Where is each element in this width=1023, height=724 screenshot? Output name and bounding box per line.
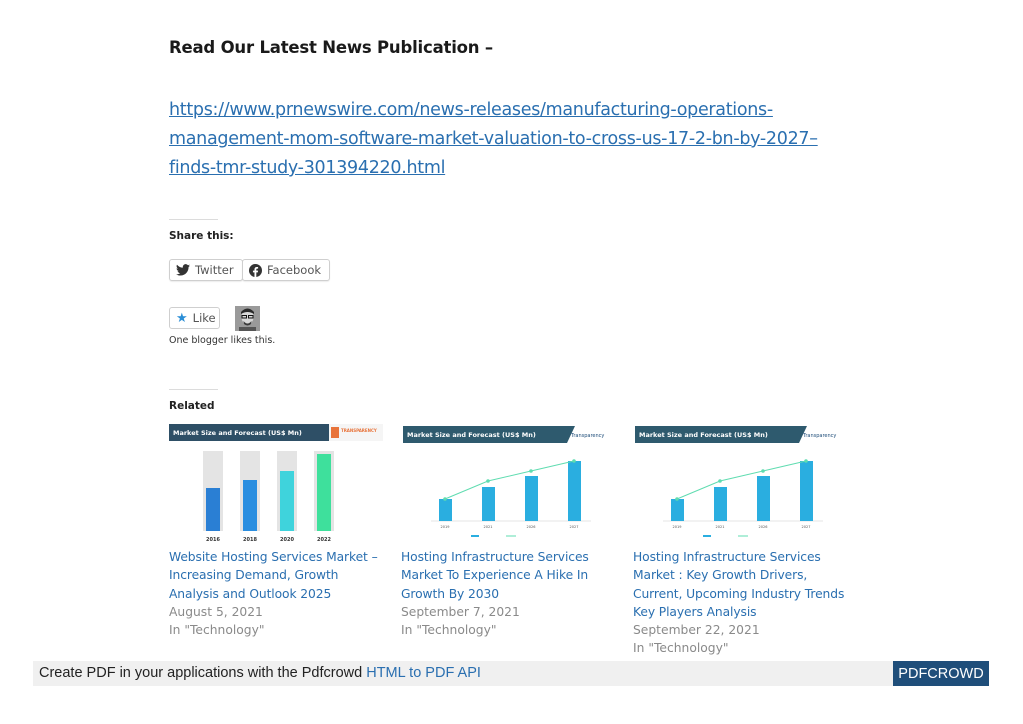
thumb-year: 2019 <box>672 525 682 529</box>
thumb-year: 2021 <box>715 525 725 529</box>
pdfcrowd-footer <box>33 661 989 686</box>
thumb-year: 2026 <box>758 525 768 529</box>
related-post-date: September 22, 2021 <box>633 623 760 638</box>
related-post-category: In "Technology" <box>169 623 265 638</box>
related-post-category: In "Technology" <box>633 641 729 656</box>
related-post-title[interactable]: Website Hosting Services Market – Increasing Demand, Growth Analysis and Outlook 2025 <box>169 550 378 601</box>
thumb-year: 2026 <box>526 525 536 529</box>
twitter-icon <box>176 264 190 276</box>
related-post-title[interactable]: Hosting Infrastructure Services Market : Key Growth Drivers, Current, Upcoming Industry Trends Key Players Analysis <box>633 550 845 619</box>
related-post-category: In "Technology" <box>401 623 497 638</box>
thumb-brand: Transparency <box>571 433 605 439</box>
footer-message: Create PDF in your applications with the Pdfcrowd <box>39 665 363 681</box>
thumb-header: Market Size and Forecast (US$ Mn) <box>407 431 536 439</box>
like-label: Like <box>192 311 216 325</box>
thumb-brand: TRANSPARENCY <box>341 428 377 433</box>
thumb-year: 2016 <box>206 537 220 543</box>
thumb-year: 2020 <box>280 537 294 543</box>
thumb-year: 2019 <box>440 525 450 529</box>
news-title: Read Our Latest News Publication – <box>169 38 493 57</box>
divider <box>169 219 218 220</box>
like-button[interactable] <box>169 307 220 329</box>
related-thumbnail[interactable] <box>633 422 847 546</box>
share-label: Share this: <box>169 230 234 242</box>
facebook-icon <box>249 264 262 277</box>
thumb-year: 2027 <box>569 525 579 529</box>
twitter-share-button[interactable] <box>169 259 243 281</box>
divider <box>169 389 218 390</box>
related-post-title[interactable]: Hosting Infrastructure Services Market To Experience A Hike In Growth By 2030 <box>401 550 589 601</box>
twitter-label: Twitter <box>195 263 234 277</box>
news-link[interactable]: https://www.prnewswire.com/news-releases/manufacturing-operations-management-mom-software-market-valuation-to-cross-us-17-2-bn-by-2027–finds-tmr-study-301394220.html <box>169 100 818 178</box>
thumb-year: 2027 <box>801 525 811 529</box>
html-to-pdf-api-link[interactable]: HTML to PDF API <box>366 665 481 681</box>
likes-text: One blogger likes this. <box>169 335 276 346</box>
avatar[interactable] <box>235 306 260 331</box>
related-post <box>169 422 383 639</box>
facebook-label: Facebook <box>267 263 322 277</box>
related-label: Related <box>169 400 215 412</box>
pdfcrowd-button[interactable]: PDFCROWD <box>893 661 989 686</box>
footer-text <box>39 665 481 681</box>
thumb-header: Market Size and Forecast (US$ Mn) <box>639 431 768 439</box>
person-icon <box>235 306 260 331</box>
thumb-year: 2018 <box>243 537 257 543</box>
related-thumbnail[interactable] <box>169 422 383 546</box>
thumb-brand: Transparency <box>803 433 837 439</box>
related-post <box>633 422 847 658</box>
thumb-header: Market Size and Forecast (US$ Mn) <box>173 429 302 437</box>
related-post <box>401 422 615 639</box>
thumb-year: 2021 <box>483 525 493 529</box>
thumb-year: 2022 <box>317 537 331 543</box>
star-icon: ★ <box>176 310 188 326</box>
facebook-share-button[interactable] <box>242 259 330 281</box>
related-post-date: September 7, 2021 <box>401 604 520 619</box>
related-post-date: August 5, 2021 <box>169 604 263 619</box>
related-thumbnail[interactable] <box>401 422 615 546</box>
